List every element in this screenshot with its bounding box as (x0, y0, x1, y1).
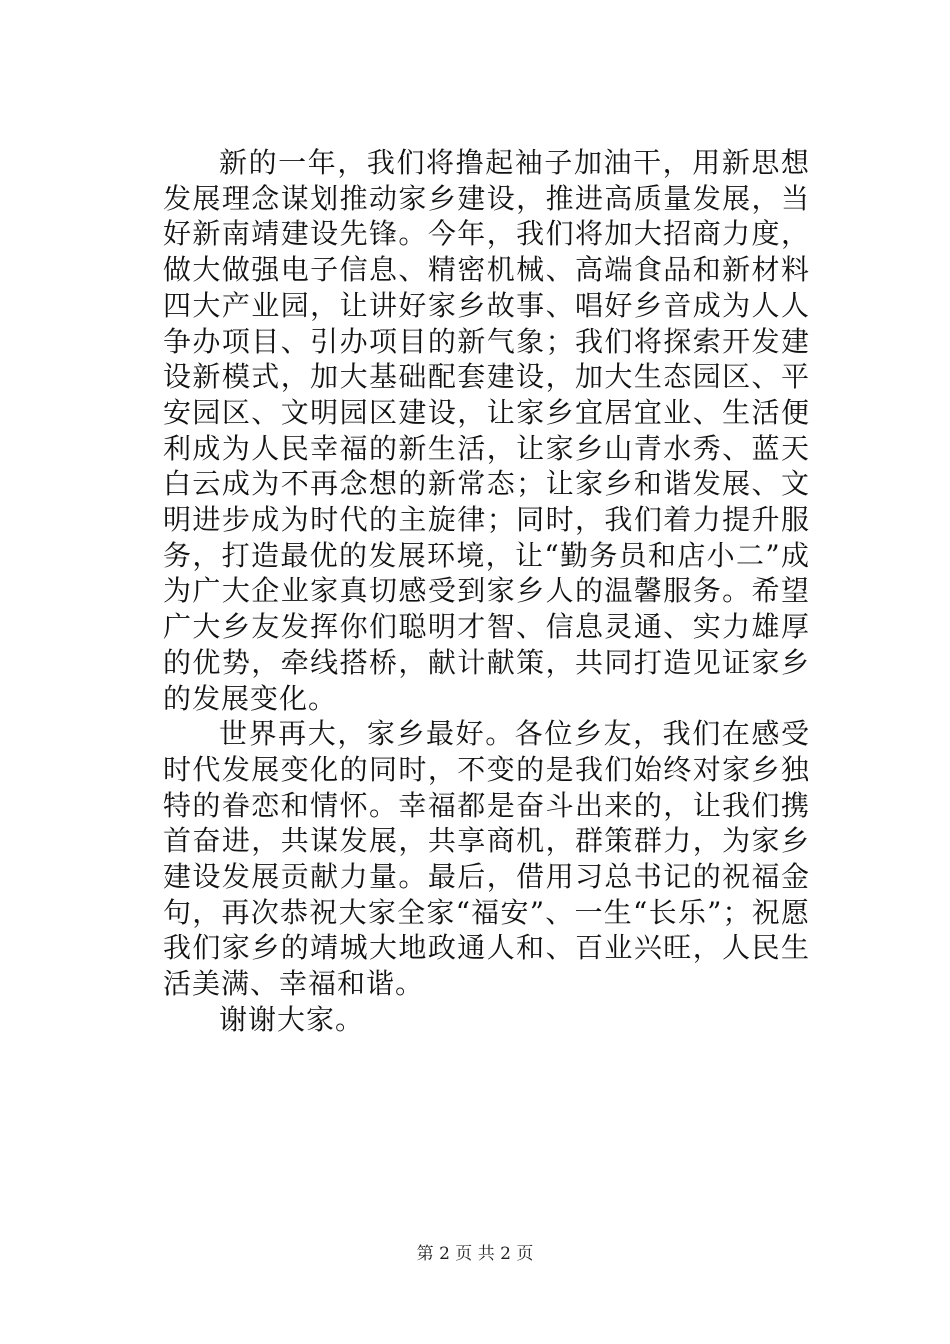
document-body (163, 145, 810, 1038)
paragraph: 世界再大，家乡最好。各位乡友，我们在感受时代发展变化的同时，不变的是我们始终对家乡独特的眷恋和情怀。幸福都是奋斗出来的，让我们携首奋进，共谋发展，共享商机，群策群力，为家乡建设发展贡献力量。最后，借用习总书记的祝福金句，再次恭祝大家全家“福安”、一生“长乐”；祝愿我们家乡的靖城大地政通人和、百业兴旺，人民生活美满、幸福和谐。 (163, 717, 810, 1001)
paragraph: 新的一年，我们将撸起袖子加油干，用新思想发展理念谋划推动家乡建设，推进高质量发展，当好新南靖建设先锋。今年，我们将加大招商力度，做大做强电子信息、精密机械、高端食品和新材料四大产业园，让讲好家乡故事、唱好乡音成为人人争办项目、引办项目的新气象；我们将探索开发建设新模式，加大基础配套建设，加大生态园区、平安园区、文明园区建设，让家乡宜居宜业、生活便利成为人民幸福的新生活，让家乡山青水秀、蓝天白云成为不再念想的新常态；让家乡和谐发展、文明进步成为时代的主旋律；同时，我们着力提升服务，打造最优的发展环境，让“勤务员和店小二”成为广大企业家真切感受到家乡人的温馨服务。希望广大乡友发挥你们聪明才智、信息灵通、实力雄厚的优势，牵线搭桥，献计献策，共同打造见证家乡的发展变化。 (163, 146, 810, 715)
page-number-footer: 第 2 页 共 2 页 (416, 1244, 534, 1264)
paragraph: 谢谢大家。 (219, 1002, 365, 1036)
